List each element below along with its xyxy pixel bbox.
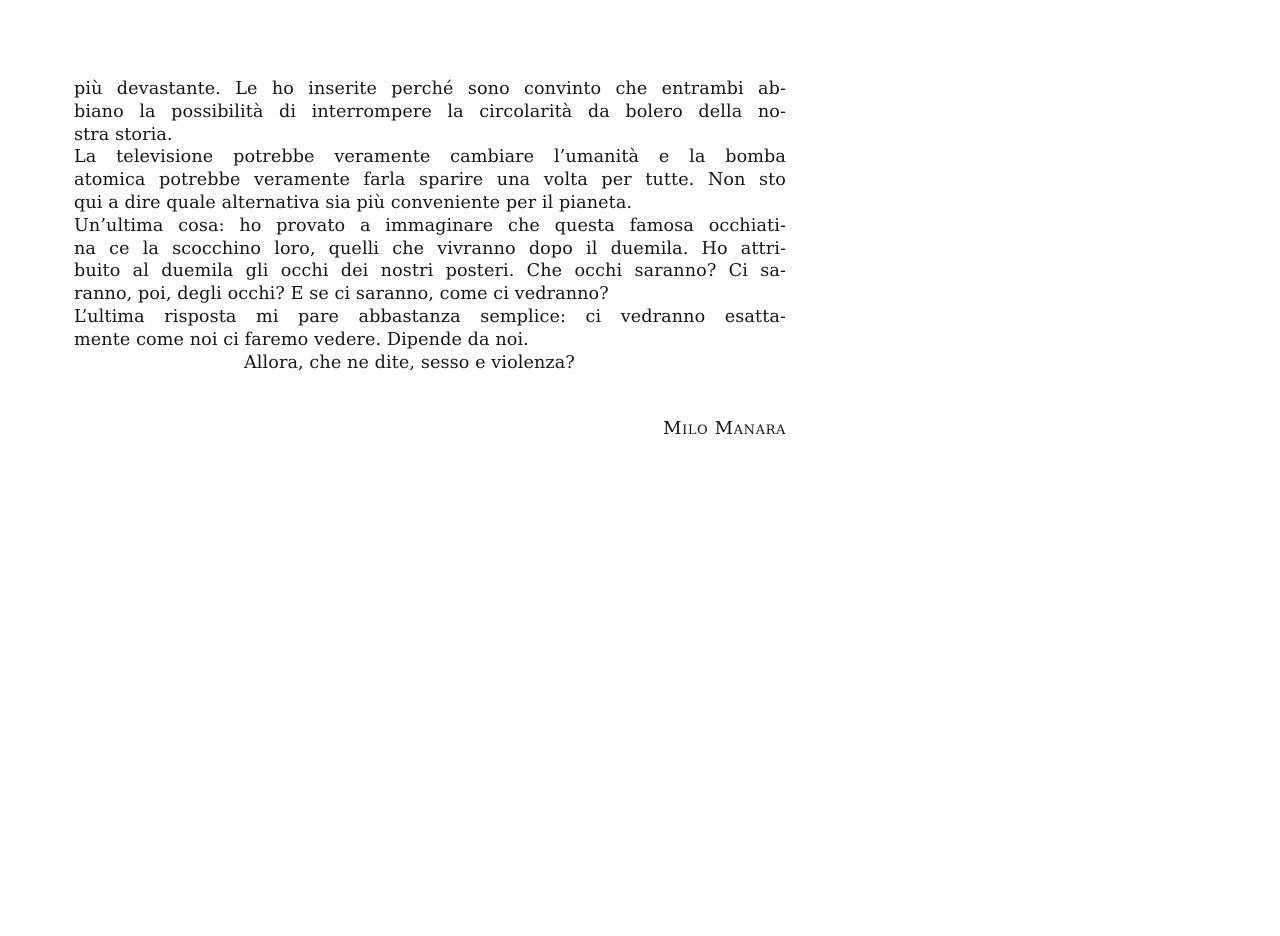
body-text [74,78,786,374]
text-line: biano la possibilità di interrompere la circolarità da bolero della no- [74,101,786,122]
text-line: stra storia. [74,124,173,145]
text-line: La televisione potrebbe veramente cambiare l’umanità e la bomba [74,147,786,168]
text-line: na ce la scocchino loro, quelli che vivranno dopo il duemila. Ho attri- [74,238,786,259]
text-line: buito al duemila gli occhi dei nostri posteri. Che occhi saranno? Ci sa- [74,261,786,282]
text-line: qui a dire quale alternativa sia più conveniente per il pianeta. [74,192,633,213]
text-line: L’ultima risposta mi pare abbastanza semplice: ci vedranno esatta- [74,306,786,327]
text-line: ranno, poi, degli occhi? E se ci saranno, come ci vedranno? [74,284,609,305]
text-line: atomica potrebbe veramente farla sparire una volta per tutte. Non sto [74,170,786,191]
text-line: più devastante. Le ho inserite perché sono convinto che entrambi ab- [74,79,786,99]
text-line: Un’ultima cosa: ho provato a immaginare che questa famosa occhiati- [74,215,786,236]
text-line: mente come noi ci faremo vedere. Dipende da noi. [74,329,529,350]
closing-line: Allora, che ne dite, sesso e violenza? [244,352,575,373]
author-signature: Milo Manara [663,418,786,439]
